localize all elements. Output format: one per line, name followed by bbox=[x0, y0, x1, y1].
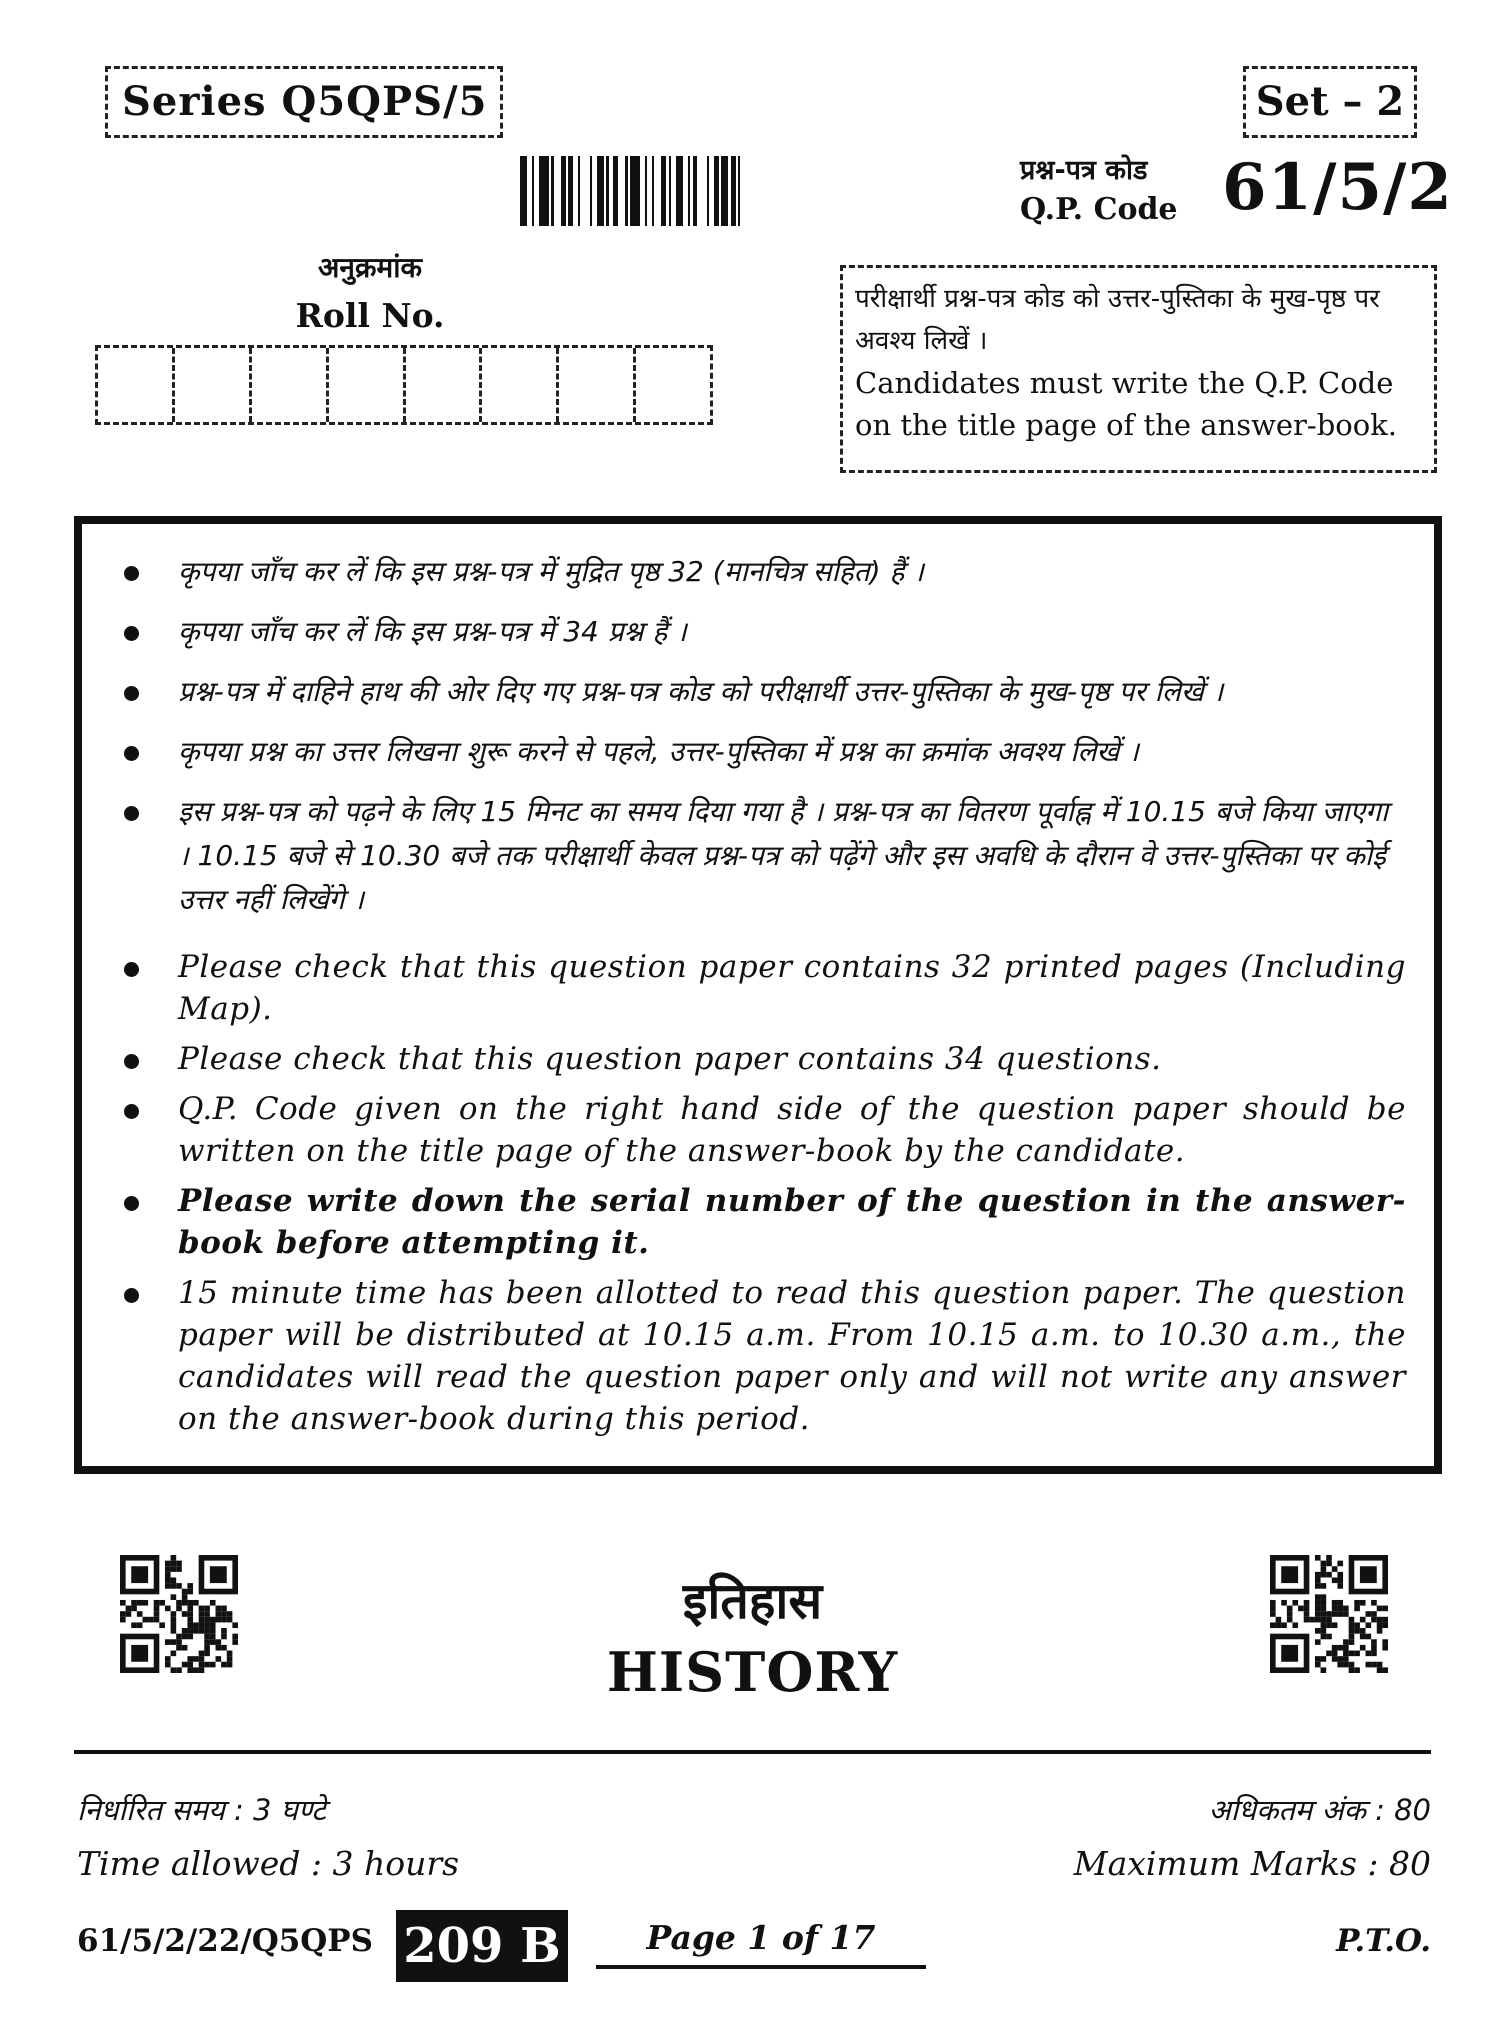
instruction-item-english bbox=[110, 1180, 1406, 1264]
subject-title-hindi: इतिहास bbox=[682, 1572, 823, 1630]
instruction-text: Please check that this question paper contains 34 questions. bbox=[178, 1041, 1162, 1077]
roll-digit-box[interactable] bbox=[559, 348, 636, 422]
qp-code-label-hindi: प्रश्न-पत्र कोड bbox=[1020, 155, 1148, 186]
instruction-text: Please write down the serial number of the question in the answer-book before attempting it. bbox=[178, 1183, 1406, 1261]
instruction-text: कृपया जाँच कर लें कि इस प्रश्न-पत्र में 34 प्रश्न हैं । bbox=[178, 615, 687, 648]
instruction-item-hindi bbox=[110, 670, 1406, 714]
time-allowed: Time allowed : 3 hours bbox=[77, 1844, 460, 1883]
bullet-icon bbox=[124, 1104, 139, 1119]
bullet-icon bbox=[124, 1054, 139, 1069]
instruction-text: इस प्रश्न-पत्र को पढ़ने के लिए 15 मिनट का समय दिया गया है । प्रश्न-पत्र का वितरण पूर्वाह्न में 10.15 बजे किया जाएगा । 10.15 बजे से 10.30 बजे तक परीक्षार्थी केवल प्रश्न-पत्र को पढ़ेंगे और इस अवधि के दौरान वे उत्तर-पुस्तिका पर कोई उत्तर नहीं लिखेंगे । bbox=[178, 795, 1389, 916]
instruction-text: 15 minute time has been allotted to read this question paper. The question paper will be distributed at 10.15 a.m. From 10.15 a.m. to 10.30 a.m., the candidates will read the question paper only and will not write any answer on the answer-book during this period. bbox=[178, 1275, 1406, 1437]
bullet-icon bbox=[124, 626, 139, 641]
roll-label: Roll No. bbox=[295, 296, 445, 335]
footer-badge: 209 B bbox=[396, 1910, 568, 1982]
series-label: Series Q5QPS/5 bbox=[105, 66, 503, 138]
roll-digit-box[interactable] bbox=[482, 348, 559, 422]
pto-label: P.T.O. bbox=[1336, 1923, 1431, 1959]
instruction-text: कृपया जाँच कर लें कि इस प्रश्न-पत्र में मुद्रित पृष्ठ 32 (मानचित्र सहित) हैं । bbox=[178, 555, 924, 588]
instruction-item-english bbox=[110, 1272, 1406, 1440]
divider bbox=[74, 1750, 1431, 1754]
roll-digit-box[interactable] bbox=[406, 348, 483, 422]
bullet-icon bbox=[124, 746, 139, 761]
bullet-icon bbox=[124, 1288, 139, 1303]
instruction-item-hindi bbox=[110, 550, 1406, 594]
roll-digit-box[interactable] bbox=[175, 348, 252, 422]
instruction-item-hindi bbox=[110, 730, 1406, 774]
instruction-item-english bbox=[110, 1088, 1406, 1172]
qp-code-instruction-box bbox=[840, 265, 1437, 473]
qr-code-right bbox=[1270, 1555, 1388, 1673]
roll-label-hindi: अनुक्रमांक bbox=[318, 251, 422, 284]
roll-digit-box[interactable] bbox=[329, 348, 406, 422]
instruction-item-hindi bbox=[110, 790, 1406, 922]
instruction-text: प्रश्न-पत्र में दाहिने हाथ की ओर दिए गए प्रश्न-पत्र कोड को परीक्षार्थी उत्तर-पुस्तिका के मुख-पृष्ठ पर लिखें । bbox=[178, 675, 1224, 708]
max-marks-hindi: अधिकतम अंक : 80 bbox=[1208, 1793, 1431, 1827]
barcode bbox=[520, 156, 872, 226]
roll-digit-box[interactable] bbox=[98, 348, 175, 422]
set-label: Set – 2 bbox=[1243, 66, 1417, 138]
bullet-icon bbox=[124, 962, 139, 977]
bullet-icon bbox=[124, 806, 139, 821]
instruction-text: Please check that this question paper contains 32 printed pages (Including Map). bbox=[178, 949, 1406, 1027]
qp-code-label: Q.P. Code bbox=[1020, 192, 1178, 227]
qr-code-left bbox=[120, 1555, 238, 1673]
page-number: Page 1 of 17 bbox=[596, 1918, 926, 1969]
bullet-icon bbox=[124, 686, 139, 701]
bullet-icon bbox=[124, 566, 139, 581]
general-instructions-box bbox=[74, 516, 1442, 1474]
bullet-icon bbox=[124, 1196, 139, 1211]
qp-code-value: 61/5/2 bbox=[1222, 150, 1453, 225]
footer-paper-code: 61/5/2/22/Q5QPS bbox=[77, 1923, 373, 1959]
qp-instruction-hindi: परीक्षार्थी प्रश्न-पत्र कोड को उत्तर-पुस्तिका के मुख-पृष्ठ पर अवश्य लिखें । bbox=[855, 284, 1380, 356]
qr-code-icon bbox=[1270, 1555, 1388, 1673]
instruction-item-english bbox=[110, 1038, 1406, 1080]
roll-number-boxes[interactable] bbox=[95, 345, 713, 425]
instruction-text: Q.P. Code given on the right hand side of the question paper should be written on the title page of the answer-book by the candidate. bbox=[178, 1091, 1406, 1169]
roll-digit-box[interactable] bbox=[636, 348, 710, 422]
max-marks: Maximum Marks : 80 bbox=[1073, 1844, 1431, 1883]
qr-code-icon bbox=[120, 1555, 238, 1673]
roll-digit-box[interactable] bbox=[252, 348, 329, 422]
instruction-item-english bbox=[110, 946, 1406, 1030]
qp-instruction-english: Candidates must write the Q.P. Code on the title page of the answer-book. bbox=[855, 366, 1397, 442]
subject-title: HISTORY bbox=[606, 1640, 899, 1704]
instruction-text: कृपया प्रश्न का उत्तर लिखना शुरू करने से पहले, उत्तर-पुस्तिका में प्रश्न का क्रमांक अवश्य लिखें । bbox=[178, 735, 1139, 768]
instruction-item-hindi bbox=[110, 610, 1406, 654]
time-allowed-hindi: निर्धारित समय : 3 घण्टे bbox=[77, 1793, 326, 1827]
